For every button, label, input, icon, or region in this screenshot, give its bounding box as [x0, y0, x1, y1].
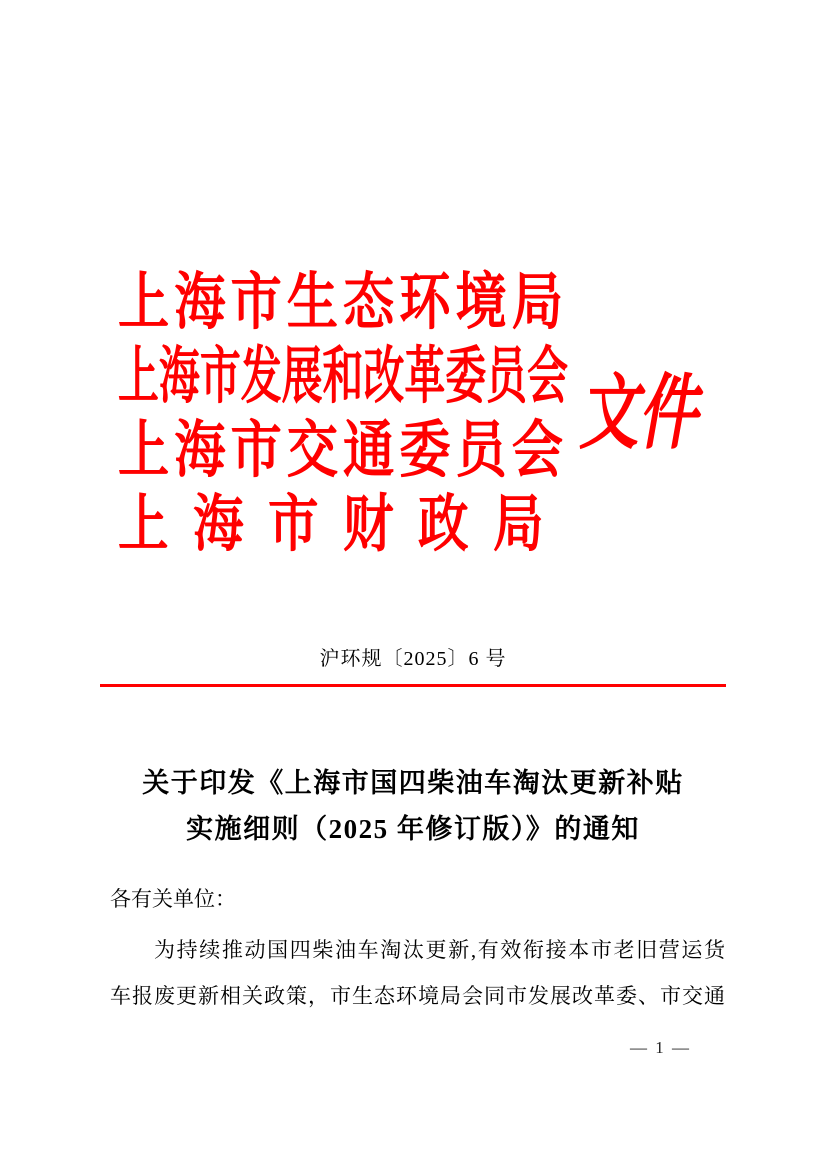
letterhead-doc-label: 文件	[576, 368, 711, 459]
agency-name: 上海市交通委员会	[118, 417, 569, 485]
letterhead-agency-2	[118, 340, 568, 414]
letterhead	[118, 266, 748, 562]
notice-title-line-1: 关于印发《上海市国四柴油车淘汰更新补贴	[142, 768, 684, 798]
agency-name: 上海市财政局	[118, 491, 569, 559]
agency-name: 上海市发展和改革委员会	[118, 343, 569, 411]
agency-name: 上海市生态环境局	[118, 269, 569, 337]
letterhead-agency-4	[118, 488, 568, 562]
notice-title-line-2: 实施细则（2025 年修订版）》的通知	[186, 814, 640, 844]
notice-title	[63, 760, 763, 852]
body-paragraph-line: 车报废更新相关政策，市生态环境局会同市发展改革委、市交通	[110, 984, 725, 1008]
letterhead-agency-3	[118, 414, 568, 488]
letterhead-agencies	[118, 266, 568, 562]
red-divider-line	[100, 684, 726, 687]
salutation: 各有关单位：	[110, 887, 236, 911]
body-paragraph-line: 为持续推动国四柴油车淘汰更新,有效衔接本市老旧营运货	[154, 938, 725, 962]
page-number: — 1 —	[630, 1038, 691, 1057]
letterhead-agency-1	[118, 266, 568, 340]
document-number: 沪环规〔2025〕6 号	[319, 648, 507, 670]
